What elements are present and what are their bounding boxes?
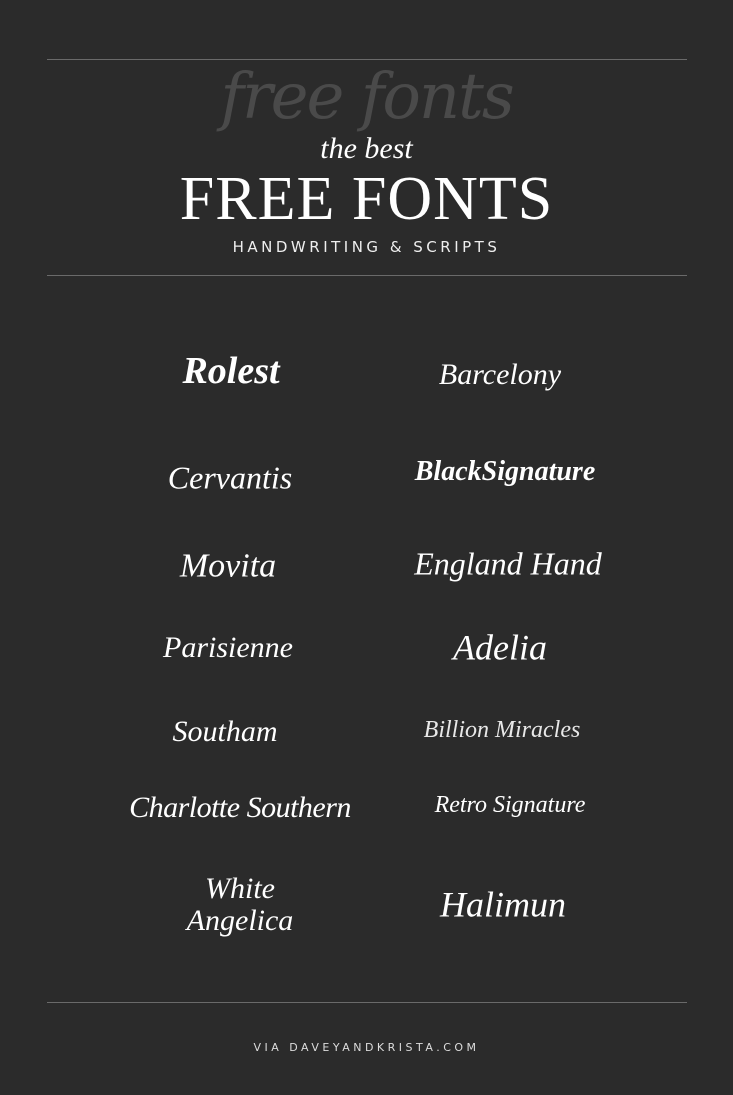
footer-credit: VIA DAVEYANDKRISTA.COM	[253, 1041, 480, 1054]
font-sample-billion-miracles: Billion Miracles	[423, 717, 581, 744]
font-sample-retro-signature: Retro Signature	[434, 792, 586, 819]
font-sample-charlotte-southern: Charlotte Southern	[129, 790, 351, 824]
font-sample-barcelony: Barcelony	[438, 357, 562, 391]
font-sample-white-angelica: White Angelica	[186, 872, 294, 937]
subtitle: HANDWRITING & SCRIPTS	[232, 238, 501, 256]
header-divider	[47, 275, 687, 276]
font-sample-blacksignature: BlackSignature	[414, 455, 596, 487]
footer-divider	[47, 1002, 687, 1003]
font-sample-adelia: Adelia	[453, 627, 547, 668]
kicker-text: the best	[320, 132, 413, 165]
font-sample-cervantis: Cervantis	[167, 459, 293, 496]
font-sample-rolest: Rolest	[182, 350, 280, 393]
font-sample-movita: Movita	[179, 547, 277, 585]
page-title: FREE FONTS	[179, 165, 554, 233]
font-sample-parisienne: Parisienne	[163, 630, 293, 664]
font-sample-halimun: Halimun	[440, 884, 566, 925]
watermark-script: free fonts	[220, 60, 513, 134]
font-sample-southam: Southam	[172, 714, 278, 748]
font-sample-england-hand: England Hand	[414, 545, 602, 582]
